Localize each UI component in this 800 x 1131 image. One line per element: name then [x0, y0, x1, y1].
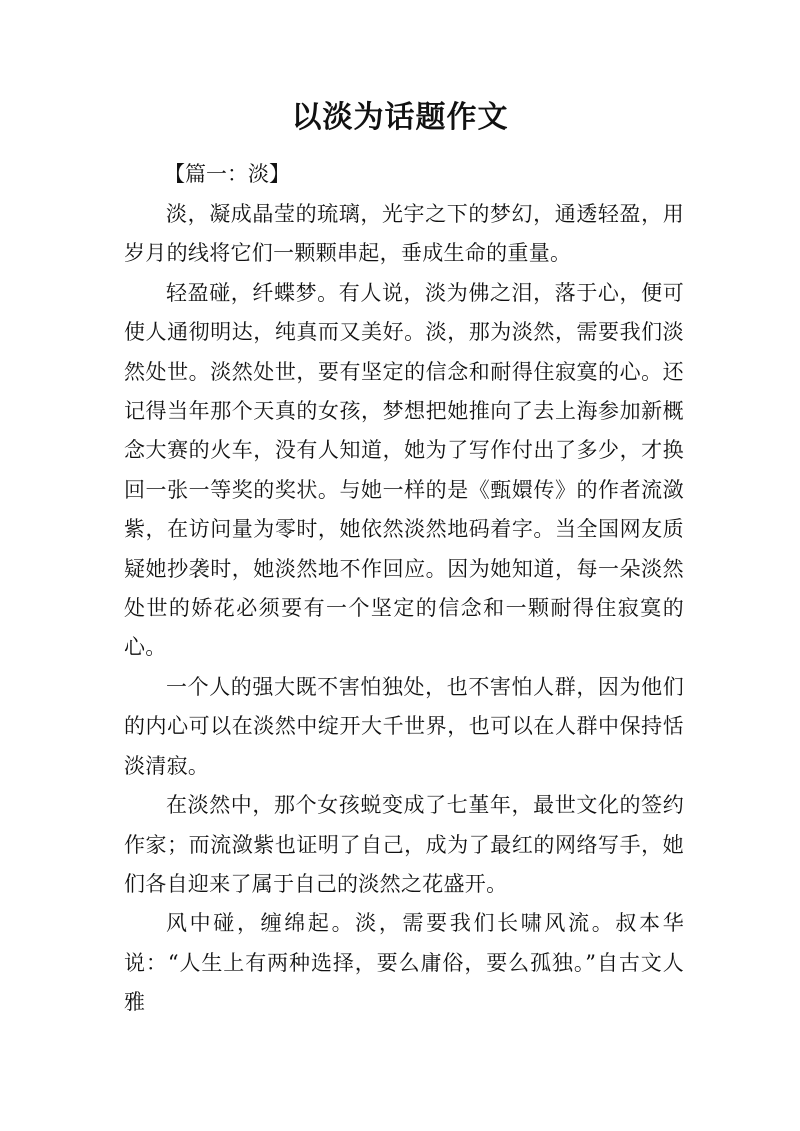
document-body [124, 195, 684, 1023]
paragraph-3: 一个人的强大既不害怕独处，也不害怕人群，因为他们的内心可以在淡然中绽开大千世界，也可以在人群中保持恬淡清寂。 [124, 674, 684, 778]
section-heading: 【篇一：淡】 [164, 162, 290, 186]
paragraph-2: 轻盈碰，纤蝶梦。有人说，淡为佛之泪，落于心，便可使人通彻明达，纯真而又美好。淡，那为淡然，需要我们淡然处世。淡然处世，要有坚定的信念和耐得住寂寞的心。还记得当年那个天真的女孩，梦想把她推向了去上海参加新概念大赛的火车，没有人知道，她为了写作付出了多少，才换回一张一等奖的奖状。与她一样的是《甄嬛传》的作者流潋紫，在访问量为零时，她依然淡然地码着字。当全国网友质疑她抄袭时，她淡然地不作回应。因为她知道，每一朵淡然处世的娇花必须要有一个坚定的信念和一颗耐得住寂寞的心。 [124, 280, 684, 660]
paragraph-5: 风中碰，缠绵起。淡，需要我们长啸风流。叔本华说：“人生上有两种选择，要么庸俗，要么孤独。”自古文人雅 [124, 911, 684, 1015]
paragraph-1: 淡，凝成晶莹的琉璃，光宇之下的梦幻，通透轻盈，用岁月的线将它们一颗颗串起，垂成生命的重量。 [124, 202, 684, 266]
document-title: 以淡为话题作文 [291, 100, 509, 135]
paragraph-4: 在淡然中，那个女孩蜕变成了七堇年，最世文化的签约作家；而流潋紫也证明了自己，成为了最红的网络写手，她们各自迎来了属于自己的淡然之花盛开。 [124, 793, 684, 896]
